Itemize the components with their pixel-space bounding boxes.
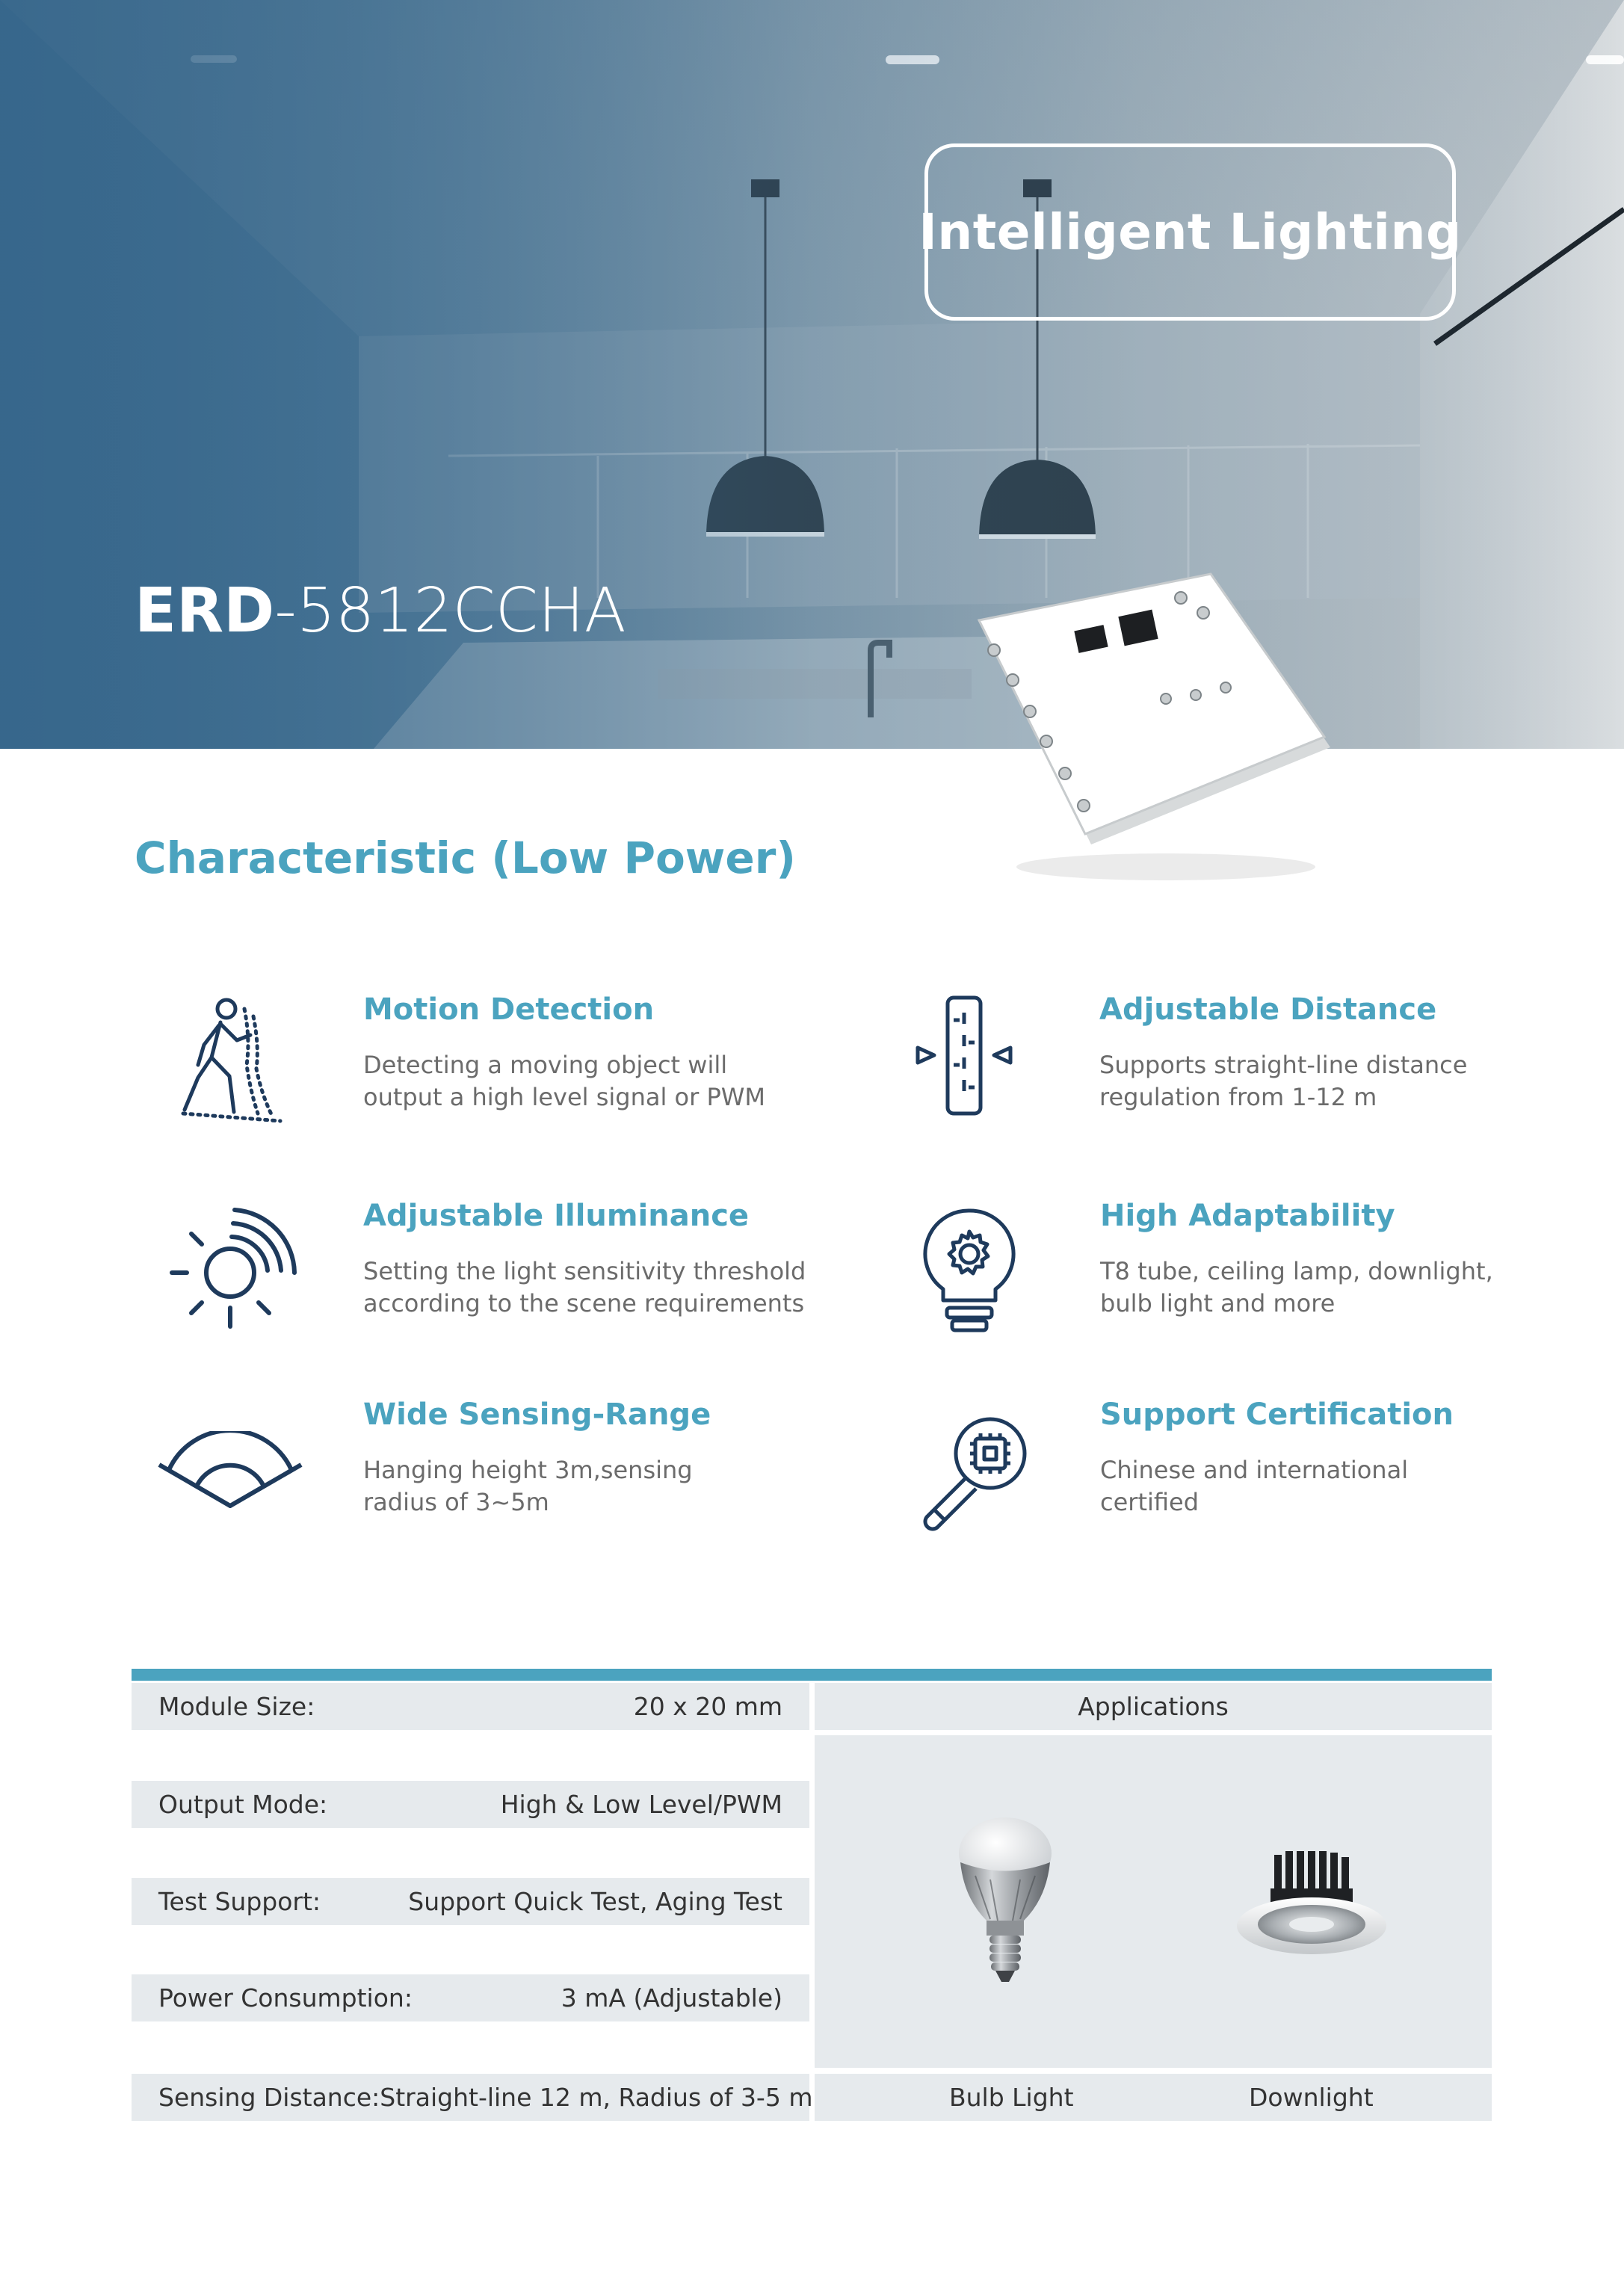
sensor-module-image <box>972 568 1360 882</box>
bulb-light-image <box>949 1816 1061 1988</box>
spec-value: 20 x 20 mm <box>633 1692 782 1721</box>
application-label-bulb: Bulb Light <box>949 2083 1074 2112</box>
applications-header <box>815 1683 1492 1730</box>
badge-text: Intelligent Lighting <box>918 203 1462 261</box>
spec-row-power-consumption <box>132 1974 809 2021</box>
feature-desc: Supports straight-line distance regulation from 1-12 m <box>1099 1051 1468 1111</box>
feature-title: Adjustable Illuminance <box>363 1199 750 1233</box>
applications-footer <box>815 2074 1492 2121</box>
sensing-range-icon <box>155 1431 305 1510</box>
feature-title: Wide Sensing-Range <box>363 1397 711 1432</box>
feature-desc: Detecting a moving object will output a high level signal or PWM <box>363 1051 765 1111</box>
feature-title: High Adaptability <box>1100 1199 1395 1233</box>
feature-title: Adjustable Distance <box>1099 992 1437 1027</box>
feature-title: Support Certification <box>1100 1397 1454 1432</box>
hero-banner <box>0 0 1624 749</box>
walking-person-icon <box>176 994 288 1125</box>
spec-row-test-support <box>132 1878 809 1925</box>
feature-adjustable-distance <box>1099 992 1624 1113</box>
spec-label: Test Support: <box>158 1887 321 1916</box>
feature-desc: T8 tube, ceiling lamp, downlight, bulb light and more <box>1100 1257 1493 1318</box>
feature-desc: Hanging height 3m,sensing radius of 3~5m <box>363 1456 693 1516</box>
feature-title: Motion Detection <box>363 992 655 1027</box>
spec-label: Sensing Distance: <box>158 2083 380 2112</box>
section-title: Characteristic (Low Power) <box>135 833 796 883</box>
distance-ruler-icon <box>912 994 1016 1117</box>
feature-support-certification <box>1100 1397 1624 1519</box>
feature-desc: Chinese and international certified <box>1100 1456 1409 1516</box>
bulb-gear-icon <box>921 1207 1018 1334</box>
intelligent-lighting-badge <box>918 143 1462 321</box>
spec-label: Output Mode: <box>158 1790 328 1819</box>
applications-title: Applications <box>1078 1692 1229 1721</box>
spec-value: Straight-line 12 m, Radius of 3-5 m <box>380 2083 813 2112</box>
spec-row-sensing-distance <box>132 2074 813 2121</box>
model-suffix: -5812CCHA <box>274 575 626 646</box>
spec-row-module-size <box>132 1683 809 1730</box>
table-top-bar <box>132 1669 1492 1681</box>
feature-desc: Setting the light sensitivity threshold according to the scene requirements <box>363 1257 806 1318</box>
spec-label: Module Size: <box>158 1692 315 1721</box>
feature-high-adaptability <box>1100 1199 1624 1320</box>
spec-label: Power Consumption: <box>158 1983 413 2013</box>
sun-signal-icon <box>172 1210 294 1326</box>
spec-value: 3 mA (Adjustable) <box>561 1983 782 2013</box>
spec-value: High & Low Level/PWM <box>500 1790 782 1819</box>
spec-row-output-mode <box>132 1781 809 1828</box>
model-number <box>135 575 626 646</box>
application-label-downlight: Downlight <box>1249 2083 1374 2112</box>
model-prefix: ERD <box>135 575 275 646</box>
spec-value: Support Quick Test, Aging Test <box>408 1887 782 1916</box>
magnifier-chip-icon <box>912 1412 1031 1532</box>
downlight-image <box>1233 1851 1390 1963</box>
applications-panel <box>815 1735 1492 2068</box>
